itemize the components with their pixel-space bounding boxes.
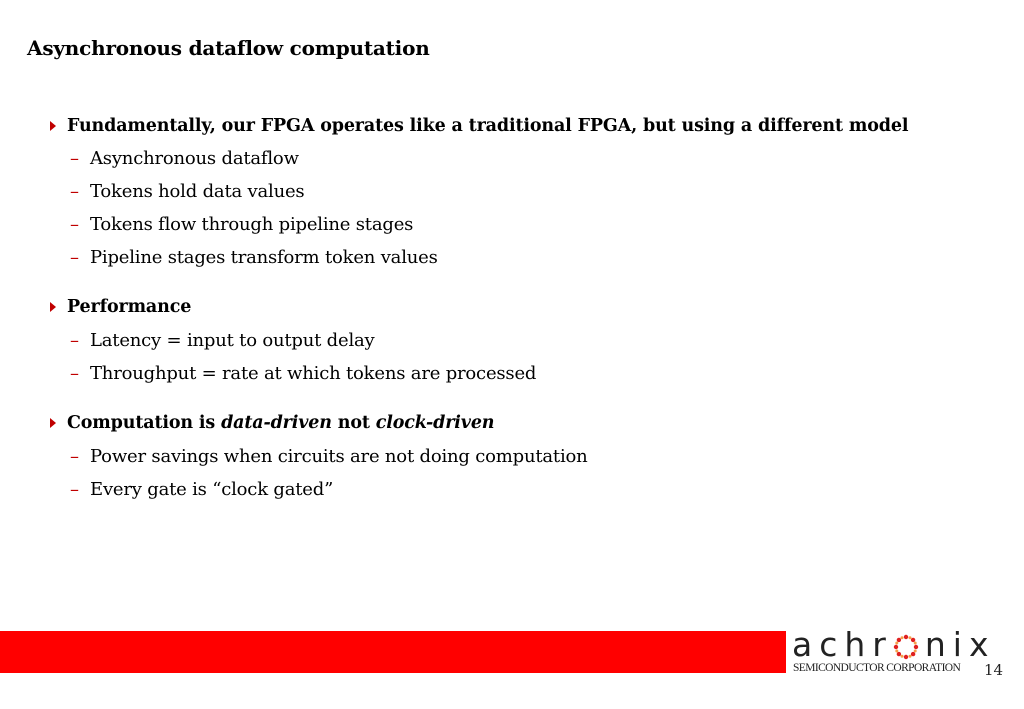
bullet-item-1 (50, 116, 908, 136)
sub-item (70, 214, 413, 235)
dash-marker: – (70, 181, 79, 202)
sun-logo-icon (893, 634, 919, 660)
sub-item-text: Tokens hold data values (90, 181, 305, 202)
logo-wordmark (792, 625, 995, 664)
sub-item (70, 148, 299, 169)
sub-item-text: Asynchronous dataflow (90, 148, 299, 169)
bullet-text-emphasis: clock-driven (375, 413, 495, 433)
sub-item-text: Tokens flow through pipeline stages (90, 214, 414, 235)
dash-marker: – (70, 247, 79, 268)
bullet-text: Performance (67, 297, 192, 317)
triangle-bullet-icon (50, 121, 56, 131)
dash-marker: – (70, 446, 79, 467)
triangle-bullet-icon (50, 418, 56, 428)
slide-title: Asynchronous dataflow computation (27, 36, 430, 60)
sub-item (70, 363, 536, 384)
sub-item (70, 446, 588, 467)
triangle-bullet-icon (50, 302, 56, 312)
sub-item (70, 479, 333, 500)
sub-item-text: Latency = input to output delay (90, 330, 375, 351)
sub-item (70, 330, 375, 351)
footer-red-bar (0, 631, 786, 673)
sub-item (70, 181, 304, 202)
bullet-text-emphasis: data-driven (221, 413, 332, 433)
logo-subtitle: SEMICONDUCTOR CORPORATION (793, 662, 961, 674)
logo-text-start: achr (792, 625, 893, 664)
bullet-text-part: not (331, 413, 376, 433)
dash-marker: – (70, 214, 79, 235)
bullet-text: Fundamentally, our FPGA operates like a traditional FPGA, but using a different model (67, 116, 909, 136)
sub-item-text: Throughput = rate at which tokens are processed (90, 363, 537, 384)
dash-marker: – (70, 330, 79, 351)
dash-marker: – (70, 363, 79, 384)
sub-item-text: Every gate is “clock gated” (90, 479, 334, 500)
sub-item-text: Pipeline stages transform token values (90, 247, 438, 268)
sub-item (70, 247, 438, 268)
bullet-text-part: Computation is (67, 413, 222, 433)
dash-marker: – (70, 148, 79, 169)
page-number: 14 (984, 661, 1004, 679)
logo-text-end: nix (924, 625, 996, 664)
sub-item-text: Power savings when circuits are not doing computation (90, 446, 588, 467)
bullet-item-2 (50, 297, 191, 317)
bullet-item-3 (50, 413, 494, 433)
dash-marker: – (70, 479, 79, 500)
